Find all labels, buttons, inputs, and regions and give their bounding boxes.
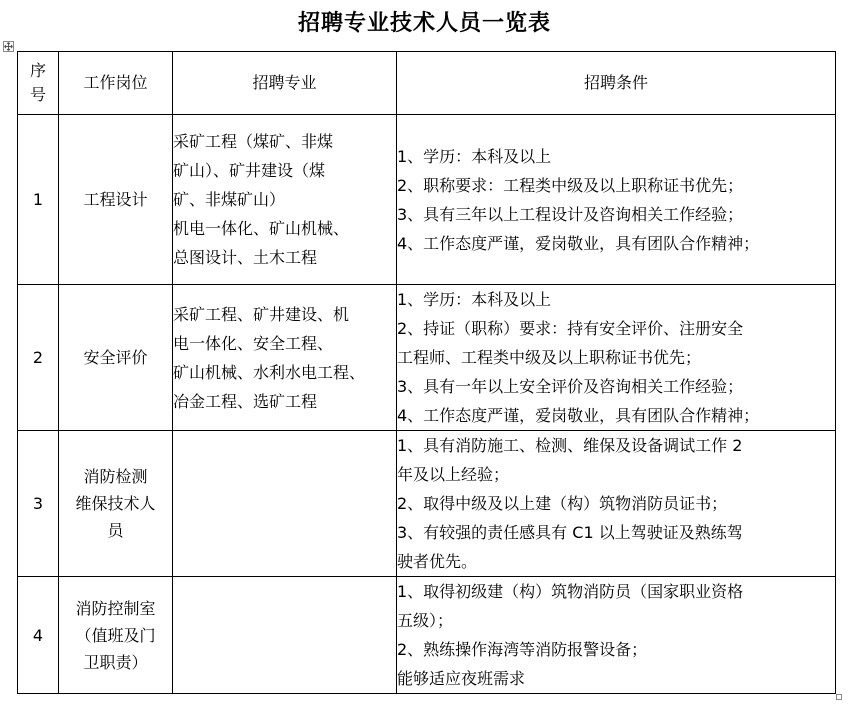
cell-condition <box>397 285 836 431</box>
condition-line: 2、职称要求：工程类中级及以上职称证书优先； <box>397 175 744 195</box>
header-post: 工作岗位 <box>59 52 173 115</box>
header-seq-label: 序号 <box>29 61 46 104</box>
move-arrows-icon <box>4 42 13 51</box>
cell-seq: 4 <box>18 577 59 694</box>
header-major: 招聘专业 <box>173 52 397 115</box>
cell-post <box>59 431 173 577</box>
condition-line: 3、具有三年以上工程设计及咨询相关工作经验； <box>397 204 744 224</box>
condition-line: 工程师、工程类中级及以上职称证书优先； <box>397 348 702 367</box>
condition-line: 1、学历：本科及以上 <box>397 290 552 309</box>
major-line: 矿山）、矿井建设（煤 <box>173 161 326 180</box>
condition-line: 4、工作态度严谨，爱岗敬业，具有团队合作精神； <box>397 233 760 253</box>
cell-major <box>173 285 397 431</box>
major-line: 总图设计、土木工程 <box>173 248 318 267</box>
condition-line: 2、取得中级及以上建（构）筑物消防员证书； <box>397 494 728 513</box>
condition-line: 五级）； <box>397 611 454 630</box>
post-line: 维保技术人 <box>75 494 156 513</box>
condition-line: 4、工作态度严谨，爱岗敬业，具有团队合作精神； <box>397 406 760 425</box>
cell-major-empty <box>173 431 397 577</box>
condition-line: 能够适应夜班需求 <box>397 669 526 688</box>
cell-post: 安全评价 <box>59 285 173 431</box>
cell-major-empty <box>173 577 397 694</box>
cell-major <box>173 115 397 285</box>
condition-line: 2、持证（职称）要求：持有安全评价、注册安全 <box>397 319 744 338</box>
cell-seq: 3 <box>18 431 59 577</box>
major-line: 采矿工程（煤矿、非煤 <box>173 132 334 151</box>
table-resize-handle-icon[interactable] <box>836 694 842 700</box>
condition-line: 2、熟练操作海湾等消防报警设备； <box>397 640 648 659</box>
condition-line: 3、具有一年以上安全评价及咨询相关工作经验； <box>397 377 744 396</box>
table-row <box>18 431 836 577</box>
header-condition: 招聘条件 <box>397 52 836 115</box>
recruitment-table <box>17 51 836 694</box>
cell-condition <box>397 431 836 577</box>
condition-line: 1、具有消防施工、检测、维保及设备调试工作 2 <box>397 436 743 455</box>
post-line: （值班及门 <box>75 625 156 645</box>
condition-line: 1、取得初级建（构）筑物消防员（国家职业资格 <box>397 582 744 601</box>
header-seq <box>18 52 59 115</box>
condition-line: 3、有较强的责任感具有 C1 以上驾驶证及熟练驾 <box>397 523 743 542</box>
table-row <box>18 577 836 694</box>
major-line: 矿山机械、水利水电工程、 <box>173 362 366 382</box>
cell-condition <box>397 577 836 694</box>
table-row <box>18 285 836 431</box>
document-title: 招聘专业技术人员一览表 <box>297 10 551 36</box>
table-row <box>18 115 836 285</box>
cell-condition <box>397 115 836 285</box>
major-line: 矿、非煤矿山） <box>173 190 286 209</box>
cell-seq: 2 <box>18 285 59 431</box>
major-line: 采矿工程、矿井建设、机 <box>173 304 350 324</box>
table-header-row <box>18 52 836 115</box>
cell-post <box>59 577 173 694</box>
condition-line: 年及以上经验； <box>397 465 510 484</box>
post-line: 卫职责） <box>83 652 148 672</box>
major-line: 电一体化、安全工程、 <box>173 333 334 353</box>
post-line: 消防控制室 <box>75 598 156 618</box>
table-move-handle-icon[interactable] <box>3 41 14 52</box>
condition-line: 1、学历：本科及以上 <box>397 146 552 166</box>
major-line: 冶金工程、选矿工程 <box>173 391 318 411</box>
condition-line: 驶者优先。 <box>397 552 478 571</box>
major-line: 机电一体化、矿山机械、 <box>173 219 350 238</box>
post-line: 消防检测 <box>83 467 148 486</box>
cell-post: 工程设计 <box>59 115 173 285</box>
cell-seq: 1 <box>18 115 59 285</box>
post-line: 员 <box>107 521 124 540</box>
